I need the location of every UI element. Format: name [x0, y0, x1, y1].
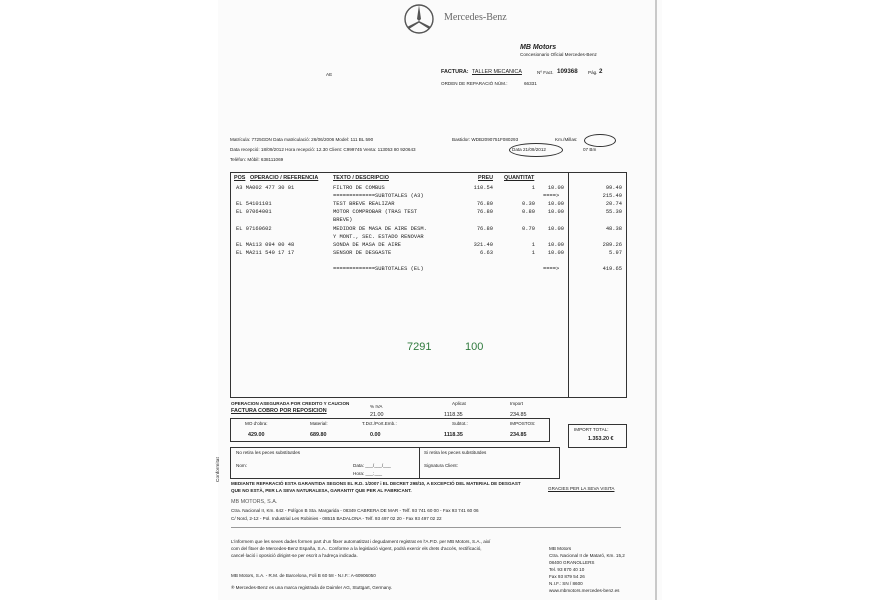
invoice-label: FACTURA:: [441, 69, 469, 75]
page-label: Pág.: [588, 70, 598, 75]
row-6-unit: 10.00: [547, 250, 564, 256]
importe-value: 234.85: [510, 412, 527, 418]
vehicle-line-3: Telèfon: Mòbil: 638111069: [230, 157, 284, 162]
row-4-unit: 10.00: [547, 226, 564, 232]
stamp-number-right: 100: [465, 341, 484, 353]
page-number: 2: [599, 68, 603, 75]
customer-ref: AE: [326, 72, 333, 77]
total-label: IMPORT TOTAL:: [574, 427, 609, 432]
row-3-qty: 0.80: [522, 209, 535, 215]
col-prec: PREU: [478, 175, 493, 181]
parts-right-label: Si retira les peces substituïdes: [424, 450, 487, 455]
row-1-price: 110.54: [473, 185, 493, 191]
row-1-qty: 1: [531, 185, 535, 191]
payment-text: FACTURA COBRO POR REPOSICION: [231, 408, 327, 414]
invoice-type: TALLER MECANICA: [472, 69, 522, 75]
row-5-code: EL MA113 094 00 48: [236, 242, 295, 248]
row-6-total: 5.97: [609, 250, 622, 256]
iva-rate: 21.00: [370, 412, 384, 418]
row-5-unit: 10.00: [547, 242, 564, 248]
row-4-qty: 0.70: [522, 226, 535, 232]
subtotal-a3-value: 215.49: [602, 193, 622, 199]
row-5-text: SONDA DE MASA DE AIRE: [333, 242, 401, 248]
col-cantidad: QUANTITAT: [504, 175, 535, 181]
impuestos-label: IMPOSTOS:: [510, 421, 536, 426]
row-4-total: 48.38: [605, 226, 622, 232]
parts-nom-label: Nom:: [236, 463, 247, 468]
row-5-total: 289.26: [602, 242, 622, 248]
address-2: C/ Nord, 2-12 - Pol. Industrial Les Robinies - 08515 BADALONA - Telf. 93 497 02 20 - Fax 93 497 02 22: [231, 516, 442, 521]
row-6-qty: 1: [531, 250, 535, 256]
row-3-text: MOTOR COMPROBAR (TRAS TEST: [333, 209, 418, 215]
contact-7: www.mbmotors.mercedes-benz.es: [549, 588, 620, 593]
row-3-price: 76.80: [476, 209, 493, 215]
order-label: ORDEN DE REPARACIÓ NÚM.:: [441, 81, 508, 86]
row-1-unit: 10.00: [547, 185, 564, 191]
row-2-qty: 0.30: [522, 201, 535, 207]
vehicle-line-2d: 07 Bm: [583, 147, 597, 152]
vehicle-line-2: Data recepció: 18/09/2012 Hora recepció: 12.30 Client: C999745 Venta: 113053 80 920643: [230, 147, 416, 152]
company-name: MB MOTORS, S.A.: [231, 499, 278, 505]
subtotal-el-label: =============SUBTOTALES (EL): [333, 266, 424, 272]
row-2-total: 20.74: [605, 201, 622, 207]
importe-label: Import: [510, 401, 524, 406]
contact-1: MB Motors: [549, 546, 572, 551]
parts-hora-label: Hora: ___:___: [353, 471, 383, 476]
material-value: 689.80: [310, 432, 327, 438]
row-3-total: 55.30: [605, 209, 622, 215]
iva-label: % IVA: [370, 404, 383, 409]
total-value: 1.353.20 €: [588, 436, 614, 442]
row-4-text: MEDIDOR DE MASA DE AIRE DESM.: [333, 226, 427, 232]
parts-signature-label: Signatura Client:: [424, 463, 458, 468]
row-1-code: A3 MA002 477 30 01: [236, 185, 295, 191]
legal-1: L'informem que les seves dades formen part d'un fitxer automatitzat i degudament registrat en l'A.P.D. per MB Motors, S.A., així: [231, 539, 491, 544]
legal-5: MB Motors, S.A. - R.M. de Barcelona, Foli B 60 58 - N.I.F.: A-60906050: [231, 573, 376, 578]
row-2-unit: 10.00: [547, 201, 564, 207]
legal-3: cancel·lació i oposició dirigint-se per escrit a l'adreça indicada.: [231, 553, 358, 558]
contact-5: Fax 93 879 54 26: [549, 574, 585, 579]
invoice-number-label: Nº Fact.: [537, 70, 554, 75]
vehicle-line-2c: Data 21/09/2012: [512, 147, 546, 152]
warranty-text-1: MEDIANTE REPARACIÓ ESTA GARANTIDA SEGONS EL R.D. 1/2007 i EL DECRET 298/10, A EXCEPCIÓ DEL MATERIAL DE DESGAST: [231, 481, 521, 486]
subtotal-el-value: 419.65: [602, 266, 622, 272]
row-6-price: 6.63: [480, 250, 493, 256]
row-4-code: EL 07160602: [236, 226, 272, 232]
row-1-text: FILTRO DE COMBUS: [333, 185, 385, 191]
page-edge: [655, 0, 657, 600]
warranty-text-2: QUE NO ESTÀ, PER LA SEVA NATURALESA, GARANTIT QUE PER AL FABRICANT.: [231, 488, 412, 493]
row-3-unit: 10.00: [547, 209, 564, 215]
vehicle-line-1: Matrícula: 7725GDN Data matriculació: 26/06/2006 Model: 111 BL 590: [230, 137, 374, 142]
row-6-code: EL MA211 540 17 17: [236, 250, 295, 256]
subtotal-a3-arrow: ====>: [543, 193, 560, 199]
aplicado-value: 1118.35: [444, 412, 463, 418]
row-3-code: EL 07064001: [236, 209, 272, 215]
mercedes-star-logo: [402, 3, 436, 35]
footer-rule: [231, 527, 621, 528]
aplicado-label: Aplicat: [452, 401, 466, 406]
tzul-value: 0.00: [370, 432, 381, 438]
contact-4: Tel. 93 870 40 10: [549, 567, 585, 572]
contact-2: Ctra. Nacional II de Mataró, Km. 15,2: [549, 553, 625, 558]
side-note: Conformitat: [216, 457, 221, 482]
thanks-text: GRACIES PER LA SEVA VISITA: [548, 486, 615, 491]
table-divider: [568, 172, 569, 398]
address-1: Ctra. Nacional II, Km. 642 - Polígon B Sta. Margarida - 08349 CABRERA DE MAR - Telf. 93 741 60 00 - Fax 93 741 60 06: [231, 508, 479, 513]
row-1-total: 99.49: [605, 185, 622, 191]
material-label: Material:: [310, 421, 328, 426]
row-3-text-cont: BREVE): [333, 217, 353, 223]
vehicle-line-1b: Bastidor: WDB2090751F080293: [452, 137, 519, 142]
vehicle-line-1c: Km./Millas:: [555, 137, 578, 142]
row-5-price: 321.40: [473, 242, 493, 248]
parts-divider: [419, 447, 420, 479]
row-2-price: 76.80: [476, 201, 493, 207]
row-4-price: 76.80: [476, 226, 493, 232]
mo-label: MO d'obra:: [245, 421, 268, 426]
row-5-qty: 1: [531, 242, 535, 248]
impuestos-value: 234.85: [510, 432, 527, 438]
contact-3: 08400 GRANOLLERS: [549, 560, 595, 565]
legal-2: com del fitxer de Mercedes-Benz España, S.A.. Conforme a la legislació vigent, podrà exercir els drets d'accés, rectificació,: [231, 546, 482, 551]
tzul-label: T.Dct./Port.Emb.:: [362, 421, 397, 426]
invoice-number: 109368: [557, 68, 578, 75]
trademark: ® Mercedes-Benz es una marca registrada de Daimler AG, Stuttgart, Germany.: [231, 585, 393, 590]
stamp-number-left: 7291: [407, 341, 432, 353]
km-circle: [584, 134, 616, 147]
subtotal-el-arrow: ====>: [543, 266, 560, 272]
col-operacion: OPERACIO / REFERENCIA: [250, 175, 319, 181]
subtotal-label: Subtot.:: [452, 421, 468, 426]
row-2-text: TEST BREVE REALIZAR: [333, 201, 395, 207]
col-pos: POS: [234, 175, 246, 181]
mo-value: 429.00: [248, 432, 265, 438]
col-texto: TEXTO / DESCRIPCIO: [333, 175, 389, 181]
dealer-subtitle: Concesionario Oficial Mercedes-Benz: [520, 52, 597, 57]
parts-date-label: Data: ___/___/___: [353, 463, 391, 468]
contact-6: N.I.F.: SN / 8600: [549, 581, 583, 586]
subtotal-value: 1118.35: [444, 432, 463, 438]
dealer-name: MB Motors: [520, 44, 557, 51]
row-4-text-cont: Y MONT., SEC. ESTADO RENOVAR: [333, 234, 424, 240]
order-number: 66331: [524, 81, 537, 86]
row-6-text: SENSOR DE DESGASTE: [333, 250, 392, 256]
subtotal-a3-label: =============SUBTOTALES (A3): [333, 193, 424, 199]
row-2-code: EL 54101101: [236, 201, 272, 207]
parts-left-label: No retira les peces substituïdes: [236, 450, 301, 455]
brand-name: Mercedes-Benz: [444, 12, 507, 23]
guarantee-text: OPERACION ASEGURADA POR CREDITO Y CAUCION: [231, 401, 350, 406]
